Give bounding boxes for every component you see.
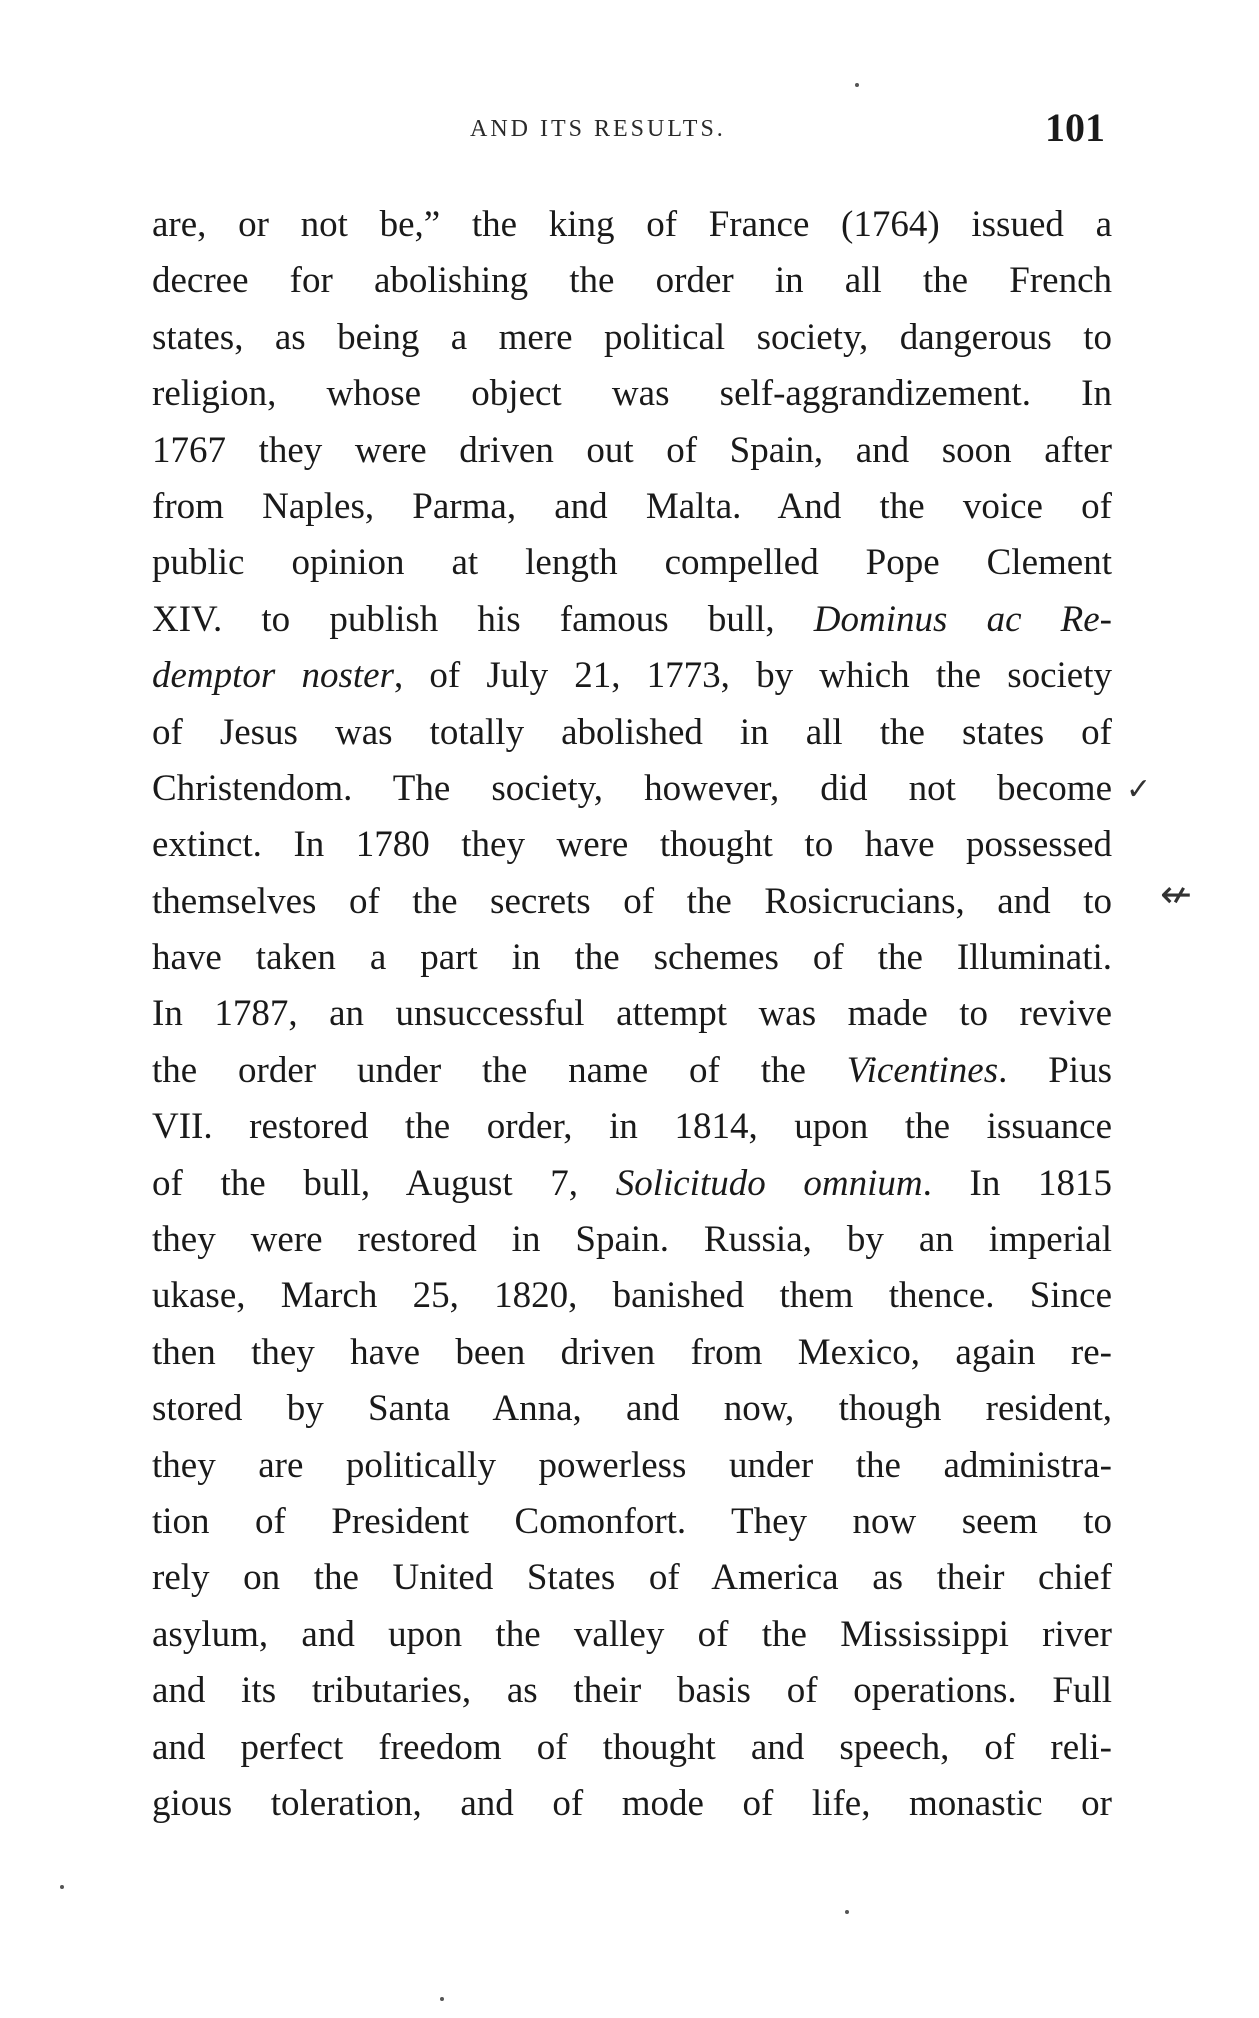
text-line-5: 1767 they were driven out of Spain, and soon after	[152, 429, 1112, 471]
text-line-11: Christendom. The society, however, did not become	[152, 767, 1112, 809]
print-speck	[845, 1910, 849, 1914]
text-line-13: themselves of the secrets of the Rosicrucians, and to	[152, 880, 1112, 922]
text-line-18-roman: of the bull, August 7,	[152, 1162, 616, 1204]
text-line-16	[152, 1043, 1112, 1099]
running-head: AND ITS RESULTS.	[470, 116, 726, 142]
text-line-22: stored by Santa Anna, and now, though resident,	[152, 1388, 1112, 1430]
text-line-7: public opinion at length compelled Pope Clement	[152, 542, 1112, 584]
page-number: 101	[1045, 105, 1105, 150]
text-line-26: asylum, and upon the valley of the Mississippi river	[152, 1613, 1112, 1655]
vicentines-italic: Vicentines	[846, 1049, 999, 1091]
text-line-19: they were restored in Spain. Russia, by an imperial	[152, 1219, 1112, 1261]
print-speck	[855, 83, 859, 87]
text-line-24: tion of President Comonfort. They now seem to	[152, 1500, 1112, 1542]
text-line-21: then they have been driven from Mexico, again re-	[152, 1331, 1112, 1373]
text-line-8	[152, 592, 1112, 648]
text-line-25: rely on the United States of America as their chief	[152, 1557, 1112, 1599]
body-text	[152, 197, 1112, 1832]
text-line-27: and its tributaries, as their basis of operations. Full	[152, 1670, 1112, 1712]
print-speck	[60, 1885, 64, 1889]
text-line-8-roman: XIV. to publish his famous bull,	[152, 598, 814, 640]
text-line-16-roman: the order under the name of the	[152, 1049, 847, 1091]
text-line-1: are, or not be,” the king of France (1764) issued a	[152, 204, 1112, 245]
text-line-23: they are politically powerless under the administra-	[152, 1444, 1112, 1486]
bull-title-italic-part2: demptor noster	[152, 655, 394, 697]
text-line-4: religion, whose object was self-aggrandizement. In	[152, 373, 1112, 415]
text-line-18-end: . In 1815	[922, 1162, 1112, 1204]
margin-arrow-mark: ↚	[1160, 872, 1192, 916]
text-line-16-end: . Pius	[998, 1049, 1112, 1091]
text-line-9	[152, 648, 1112, 704]
text-line-6: from Naples, Parma, and Malta. And the voice of	[152, 485, 1112, 527]
text-line-12: extinct. In 1780 they were thought to have possessed	[152, 824, 1112, 866]
text-line-3: states, as being a mere political society, dangerous to	[152, 316, 1112, 358]
text-line-10: of Jesus was totally abolished in all the states of	[152, 711, 1112, 753]
text-line-15: In 1787, an unsuccessful attempt was made to revive	[152, 993, 1112, 1035]
text-line-14: have taken a part in the schemes of the Illuminati.	[152, 937, 1112, 979]
print-speck	[440, 1997, 444, 2001]
bull-title-italic-part1: Dominus ac Re-	[813, 598, 1112, 640]
text-line-17: VII. restored the order, in 1814, upon the issuance	[152, 1106, 1112, 1148]
text-line-28: and perfect freedom of thought and speech, of reli-	[152, 1726, 1112, 1768]
text-line-9-roman: , of July 21, 1773, by which the society	[394, 655, 1112, 697]
text-line-29: gious toleration, and of mode of life, monastic or	[152, 1782, 1112, 1824]
text-line-18	[152, 1156, 1112, 1212]
text-line-2: decree for abolishing the order in all the French	[152, 260, 1112, 302]
solicitudo-italic: Solicitudo omnium	[615, 1162, 923, 1204]
text-line-20: ukase, March 25, 1820, banished them thence. Since	[152, 1275, 1112, 1317]
margin-check-mark: ✓	[1126, 772, 1152, 807]
